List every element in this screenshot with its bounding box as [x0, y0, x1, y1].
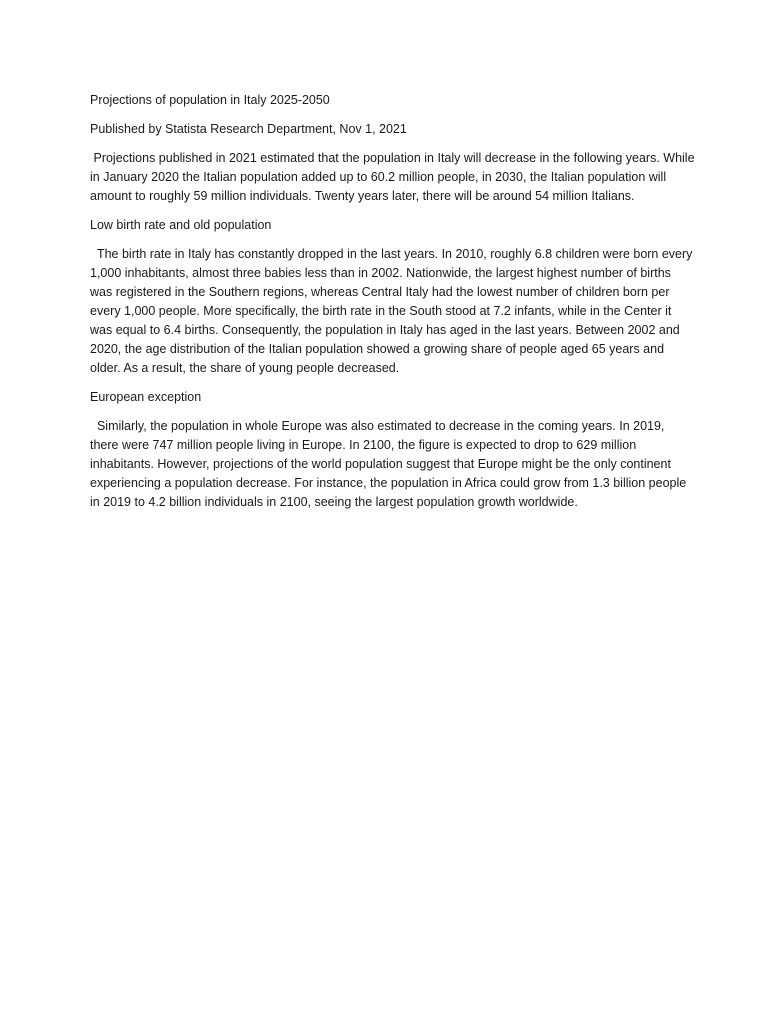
section-heading-birth-rate: Low birth rate and old population: [90, 218, 272, 232]
document-title: Projections of population in Italy 2025-2050: [90, 93, 330, 107]
publication-byline: Published by Statista Research Department, Nov 1, 2021: [90, 122, 407, 136]
section-heading-european-exception: European exception: [90, 390, 202, 404]
european-exception-paragraph: Similarly, the population in whole Europe was also estimated to decrease in the coming years. In 2019, there were 747 million people living in Europe. In 2100, the figure is expected to drop to 629 million inhabitants. However, projections of the world population suggest that Europe might be the only continent experiencing a population decrease. For instance, the population in Africa could grow from 1.3 billion people in 2019 to 4.2 billion individuals in 2100, seeing the largest population growth worldwide.: [90, 419, 690, 509]
intro-paragraph: Projections published in 2021 estimated that the population in Italy will decrease in the following years. While in January 2020 the Italian population added up to 60.2 million people, in 2030, the Italian population will amount to roughly 59 million individuals. Twenty years later, there will be around 54 million Italians.: [90, 151, 699, 203]
document-page: [90, 91, 699, 522]
birth-rate-paragraph: The birth rate in Italy has constantly dropped in the last years. In 2010, roughly 6.8 children were born every 1,000 inhabitants, almost three babies less than in 2002. Nationwide, the largest highest number of births was registered in the Southern regions, whereas Central Italy had the lowest number of children born per every 1,000 people. More specifically, the birth rate in the South stood at 7.2 infants, while in the Center it was equal to 6.4 births. Consequently, the population in Italy has aged in the last years. Between 2002 and 2020, the age distribution of the Italian population showed a growing share of people aged 65 years and older. As a result, the share of young people decreased.: [90, 247, 696, 375]
